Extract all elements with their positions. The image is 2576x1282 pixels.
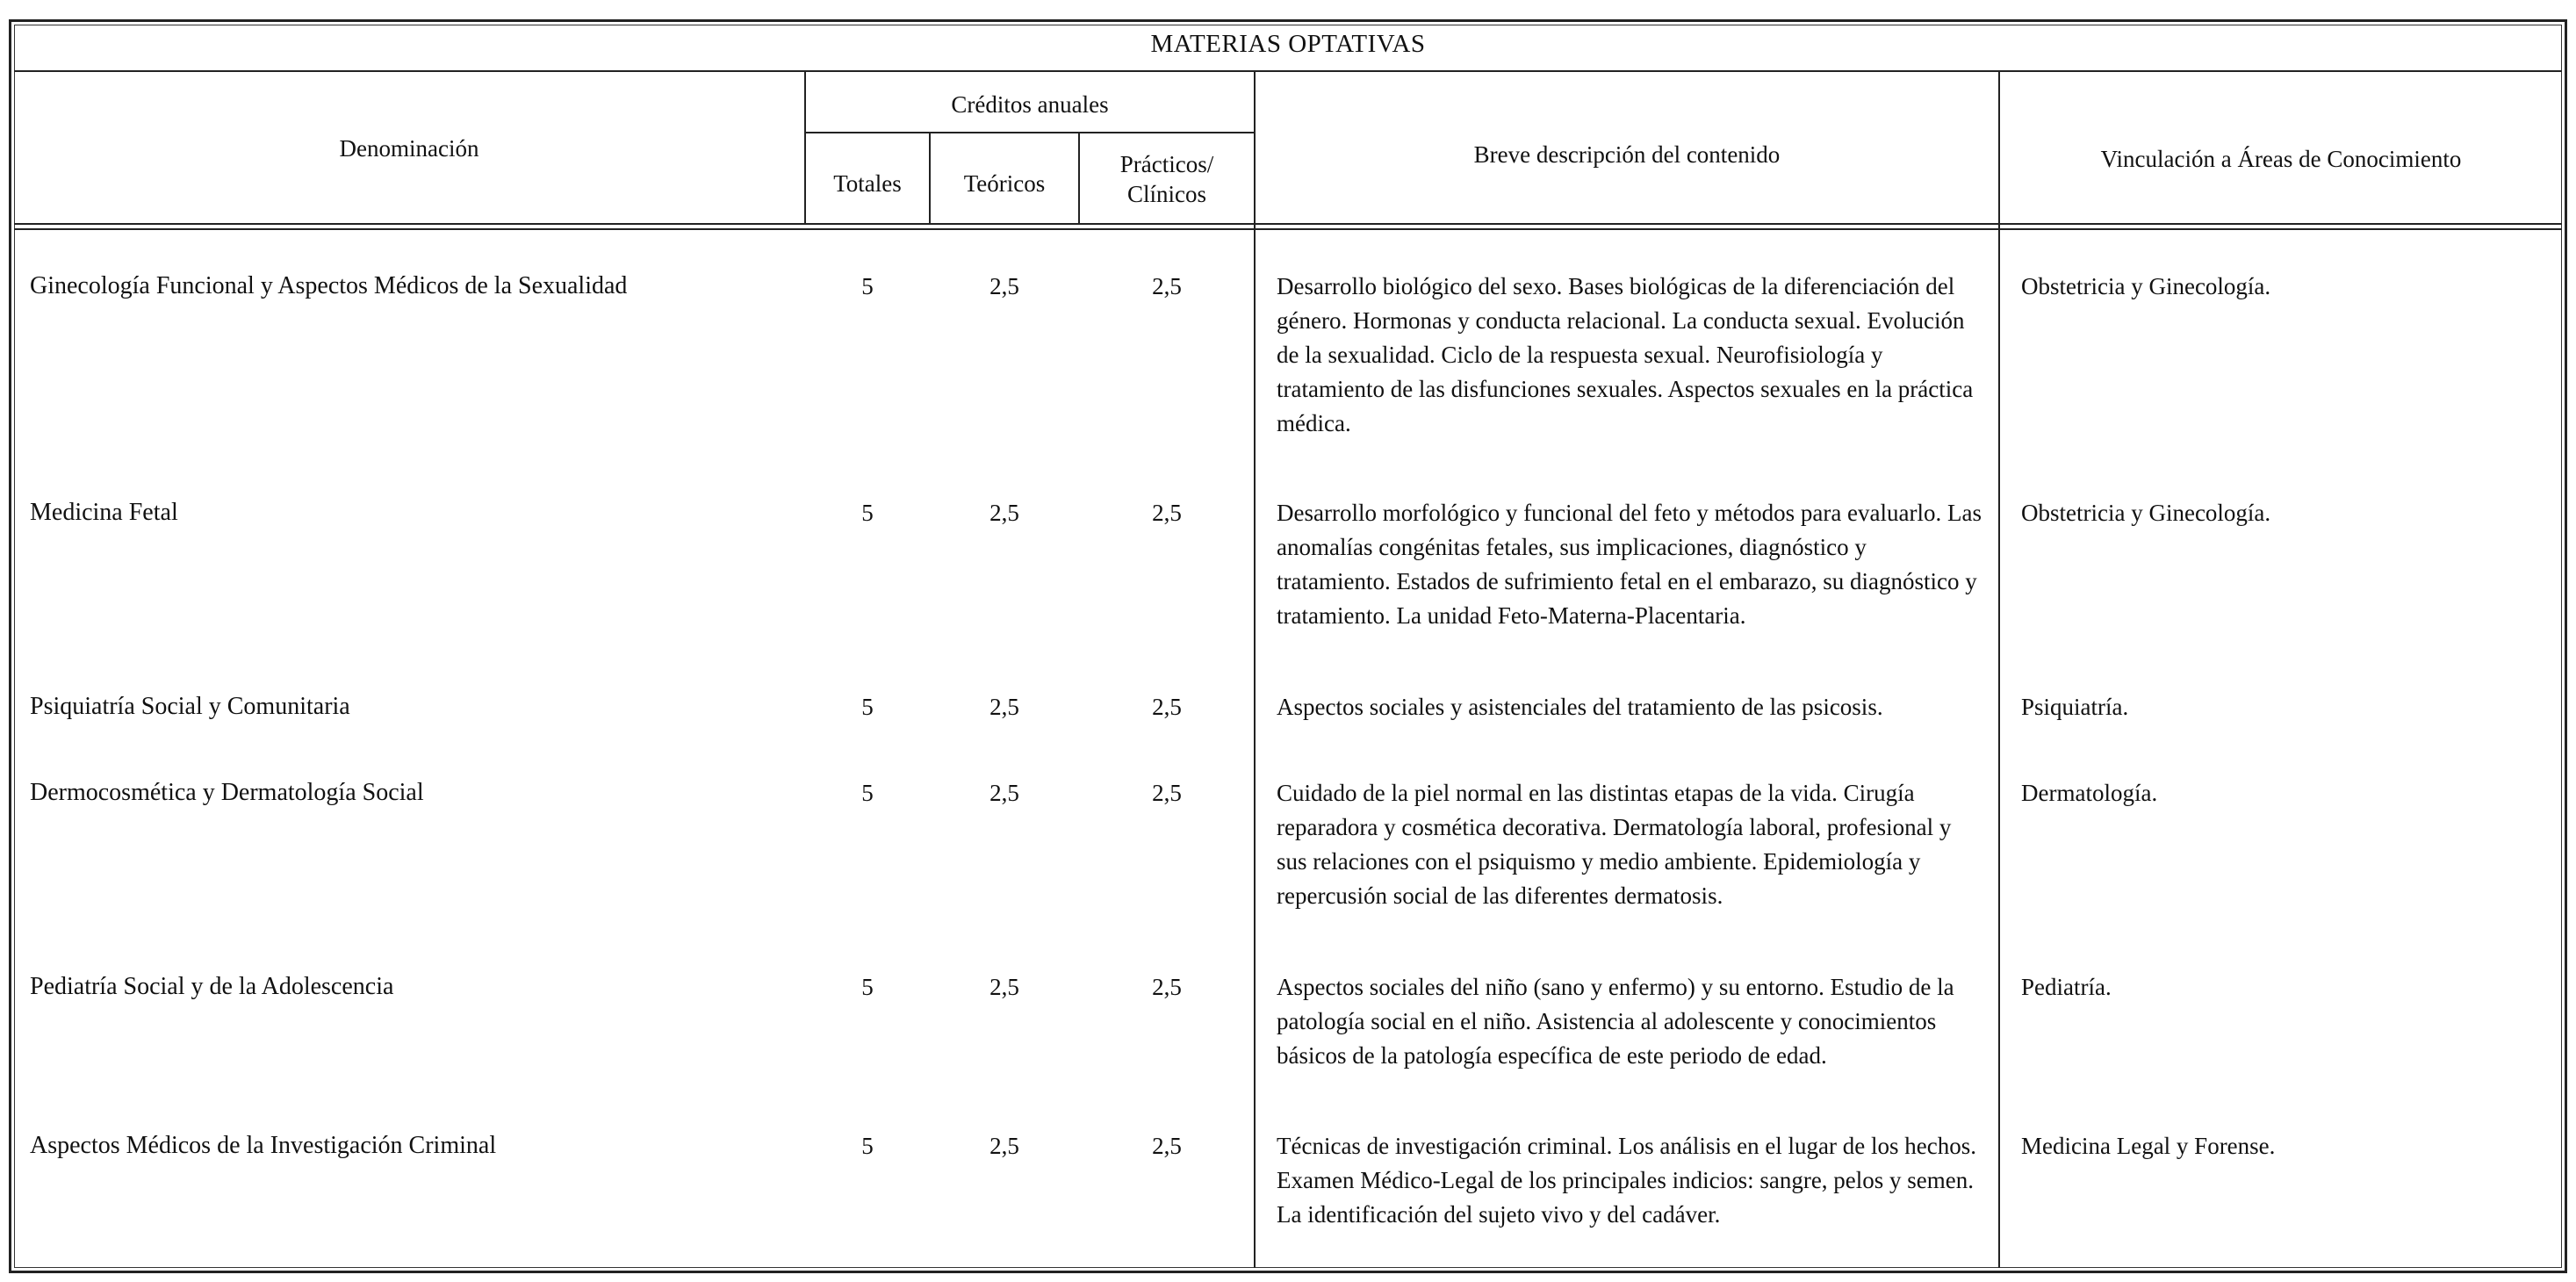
row-name: Medicina Fetal	[30, 499, 178, 526]
row-name: Aspectos Médicos de la Investigación Criminal	[30, 1132, 497, 1159]
col-divider-5	[1998, 70, 2000, 1268]
row-practicos: 2,5	[1152, 273, 1182, 299]
row-practicos: 2,5	[1152, 1133, 1182, 1159]
row-description: Cuidado de la piel normal en las distintas etapas de la vida. Cirugía reparadora y cosmética decorativa. Dermatología laboral, profesional y sus relaciones con el psiquismo y medio ambiente. Epidemiología y repercusión social de las diferentes dermatosis.	[1277, 780, 1952, 909]
row-practicos: 2,5	[1152, 694, 1182, 720]
header-divider-b	[14, 228, 2562, 230]
row-area: Pediatría.	[2021, 974, 2112, 1000]
row-totales: 5	[861, 500, 874, 526]
row-teoricos: 2,5	[989, 694, 1019, 720]
row-practicos: 2,5	[1152, 974, 1182, 1000]
row-totales: 5	[861, 694, 874, 720]
credits-group-divider	[804, 132, 1255, 133]
row-totales: 5	[861, 273, 874, 299]
row-totales: 5	[861, 1133, 874, 1159]
row-totales: 5	[861, 780, 874, 806]
row-teoricos: 2,5	[989, 974, 1019, 1000]
row-area: Psiquiatría.	[2021, 694, 2129, 720]
header-practicos	[1080, 149, 1254, 209]
col-divider-4	[1254, 70, 1256, 1268]
row-name: Ginecología Funcional y Aspectos Médicos de la Sexualidad	[30, 272, 628, 299]
row-name: Pediatría Social y de la Adolescencia	[30, 973, 394, 1000]
row-description: Aspectos sociales y asistenciales del tratamiento de las psicosis.	[1277, 694, 1883, 720]
row-practicos: 2,5	[1152, 500, 1182, 526]
row-area: Obstetricia y Ginecología.	[2021, 273, 2271, 299]
row-practicos: 2,5	[1152, 780, 1182, 806]
header-descripcion: Breve descripción del contenido	[1473, 141, 1781, 168]
row-totales: 5	[861, 974, 874, 1000]
row-description: Técnicas de investigación criminal. Los análisis en el lugar de los hechos. Examen Médico-Legal de los principales indicios: sangre, pelos y semen. La identificación del sujeto vivo y del cadáver.	[1277, 1133, 1977, 1228]
table-title: MATERIAS OPTATIVAS	[1150, 30, 1426, 58]
optional-subjects-table	[9, 19, 2567, 1273]
table-inner-border	[14, 25, 2562, 1268]
header-denominacion: Denominación	[339, 135, 479, 162]
row-teoricos: 2,5	[989, 1133, 1019, 1159]
header-practicos-line1: Prácticos/	[1119, 151, 1214, 177]
header-creditos: Créditos anuales	[951, 91, 1109, 118]
header-teoricos: Teóricos	[963, 170, 1046, 197]
row-name: Dermocosmética y Dermatología Social	[30, 779, 424, 806]
row-teoricos: 2,5	[989, 780, 1019, 806]
header-vinculacion: Vinculación a Áreas de Conocimiento	[2100, 146, 2462, 172]
header-totales: Totales	[833, 170, 902, 197]
row-teoricos: 2,5	[989, 500, 1019, 526]
title-divider	[14, 70, 2562, 72]
header-divider-a	[14, 223, 2562, 225]
row-area: Medicina Legal y Forense.	[2021, 1133, 2276, 1159]
row-area: Obstetricia y Ginecología.	[2021, 500, 2271, 526]
row-area: Dermatología.	[2021, 780, 2158, 806]
header-practicos-line2: Clínicos	[1126, 181, 1206, 207]
row-name: Psiquiatría Social y Comunitaria	[30, 693, 350, 720]
row-description: Aspectos sociales del niño (sano y enfermo) y su entorno. Estudio de la patología social en el niño. Asistencia al adolescente y conocimientos básicos de la patología específica de este periodo de edad.	[1277, 974, 1954, 1069]
row-description: Desarrollo biológico del sexo. Bases biológicas de la diferenciación del género. Hormonas y conducta relacional. La conducta sexual. Evolución de la sexualidad. Ciclo de la respuesta sexual. Neurofisiología y tratamiento de las disfunciones sexuales. Aspectos sexuales en la práctica médica.	[1277, 273, 1974, 436]
row-description: Desarrollo morfológico y funcional del feto y métodos para evaluarlo. Las anomalías congénitas fetales, sus implicaciones, diagnóstico y tratamiento. Estados de sufrimiento fetal en el embarazo, su diagnóstico y tratamiento. La unidad Feto-Materna-Placentaria.	[1277, 500, 1982, 629]
row-teoricos: 2,5	[989, 273, 1019, 299]
